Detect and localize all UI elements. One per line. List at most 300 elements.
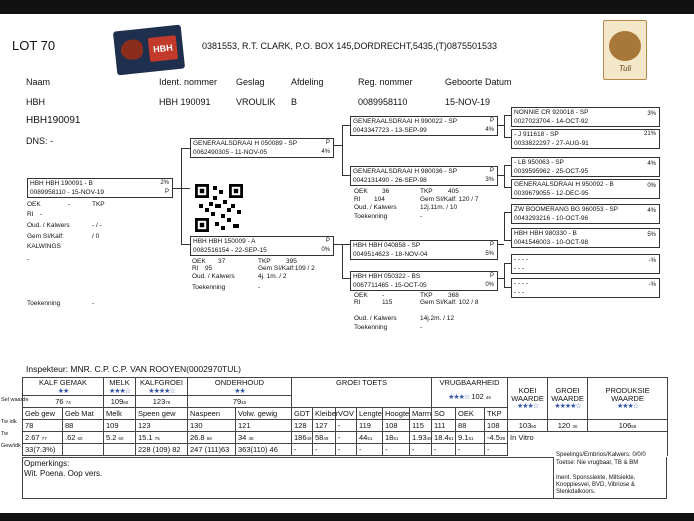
tw-idk-cell: 121 <box>236 420 292 432</box>
gen3-name: GENERAALSDRAAI H 950092 - B <box>514 181 614 188</box>
group-groei-toets-label: GROEI TOETS <box>336 378 388 387</box>
gen3-reg: 0027023704 - 14-OCT-92 <box>514 118 589 125</box>
dam-reg: 0082516154 - 22-SEP-15 <box>193 247 267 254</box>
group-koei-label: KOEI WAARDE <box>511 385 544 403</box>
tw-cell <box>23 432 63 444</box>
sire-p: P <box>325 140 330 146</box>
gen3-name: NONNIE CR 920018 - SP <box>514 109 589 116</box>
gen3-reg: - - - <box>514 289 525 296</box>
pedigree-gen3 <box>511 157 660 177</box>
tw-idk-cell: 88 <box>63 420 104 432</box>
gen3-pct: -% <box>648 258 656 264</box>
animal-dns: DNS: - <box>26 136 53 146</box>
sd-ri-label: RI <box>354 196 361 203</box>
gen3-reg: 0039679055 - 12-DEC-95 <box>514 190 589 197</box>
dam-tkp-value: 395 <box>286 258 297 265</box>
side-label-tw: Tw <box>1 431 9 437</box>
tw-cell <box>432 432 456 444</box>
tw-value: 18 <box>385 433 394 442</box>
dd-p: P <box>489 273 494 279</box>
produksie-waarde-value <box>588 420 668 432</box>
pedigree-dam-dam <box>350 271 498 291</box>
tw-value: 5.2 <box>106 433 117 442</box>
animal-name: HBH <box>26 97 46 107</box>
hbh-logo <box>113 25 185 76</box>
tw-idk-cell: 88 <box>456 420 485 432</box>
connector <box>498 244 504 245</box>
gen3-name: ZW BOOMERANG BG 960053 - SP <box>514 206 619 213</box>
tw-cell <box>336 432 357 444</box>
onderhoud-stars-icon: ★★ <box>234 388 245 395</box>
kalfgroei-stars-icon: ★★★★☆ <box>148 388 175 395</box>
pedigree-gen3 <box>511 228 660 248</box>
header-cell: Geb gew <box>23 408 63 420</box>
tw-sub: 60 <box>77 436 83 441</box>
sel-melk: 109 <box>110 397 124 406</box>
tw-sub: 49 <box>323 436 329 441</box>
gew-cell: - <box>292 444 313 456</box>
group-melk <box>104 378 136 396</box>
side-label-tw-idk: Tw idk <box>1 419 17 425</box>
kalf-gemak-stars-icon: ★★ <box>57 388 69 395</box>
tuli-logo <box>603 20 647 80</box>
gen3-pct: 4% <box>647 161 656 167</box>
header-cell: OEK <box>456 408 485 420</box>
sd-oud-label: Oud. / Kalwers <box>354 204 397 211</box>
connector <box>504 212 511 213</box>
tw-idk-cell: 123 <box>136 420 188 432</box>
dd-ri-value: 115 <box>382 299 393 306</box>
gew-cell: - <box>357 444 383 456</box>
header-cell: Lengte <box>357 408 383 420</box>
cattle-image-icon <box>609 31 641 61</box>
ds-pct: 5% <box>485 251 494 257</box>
gew-cell: - <box>383 444 410 456</box>
group-groei-label: GROEI WAARDE <box>551 385 584 403</box>
group-produksie-label: PRODUKSIE WAARDE <box>605 385 650 403</box>
sel-value-kalf <box>23 396 104 408</box>
sd-tkp-label: TKP <box>420 188 433 195</box>
gen3-name: - J 911618 - SP <box>514 131 559 138</box>
label-reg: Reg. nommer <box>358 77 413 87</box>
sd-toekenning-label: Toekenning <box>354 213 388 220</box>
sd-oud-value: 12j.11m. / 10 <box>420 204 458 211</box>
tw-sub: 51 <box>367 436 373 441</box>
dam-oud-label: Oud. / Kalwers <box>192 273 235 280</box>
label-sex: Geslag <box>236 77 265 87</box>
dd-pct: 0% <box>485 282 494 288</box>
group-vrugbaarheid <box>432 378 508 408</box>
group-onderhoud-label: ONDERHOUD <box>214 378 265 387</box>
subject-kalwings: KALWINGS <box>27 243 61 250</box>
header-cell: Marm <box>410 408 432 420</box>
dd-tkp-label: TKP <box>420 292 433 299</box>
tw-cell <box>63 432 104 444</box>
dam-oek-label: OEK <box>192 258 206 265</box>
dd-oud-label: Oud. / Kalwers <box>354 315 397 322</box>
tw-idk-cell: 111 <box>432 420 456 432</box>
header-cell: Speen gew <box>136 408 188 420</box>
header-cell: VOV <box>336 408 357 420</box>
groei-waarde-value <box>548 420 588 432</box>
header-cell: Melk <box>104 408 136 420</box>
gen3-reg: 0043293216 - 10-OCT-96 <box>514 215 589 222</box>
dam-toekenning-label: Toekenning <box>192 284 226 291</box>
tw-value: 18.4 <box>434 433 449 442</box>
pedigree-gen3 <box>511 107 660 127</box>
connector <box>334 244 342 245</box>
dam-p: P <box>325 238 330 244</box>
animal-reg: 0089958110 <box>358 97 408 107</box>
dd-oek-label: OEK <box>354 292 368 299</box>
gew-cell <box>63 444 104 456</box>
label-dept: Afdeling <box>291 77 324 87</box>
cow-head-icon <box>120 39 144 61</box>
subject-oek-value: - <box>68 201 71 208</box>
remarks-title: Opmerkings: <box>24 459 70 468</box>
tw-value: .62 <box>65 433 76 442</box>
header-cell: Geb Mat <box>63 408 104 420</box>
gen3-pct: 5% <box>647 232 656 238</box>
tw-value: -4.5 <box>487 433 500 442</box>
sd-name: GENERAALSDRAAI H 980036 - SP <box>353 168 458 175</box>
sd-p: P <box>489 168 494 174</box>
tw-idk-cell: 109 <box>104 420 136 432</box>
tw-value: 186 <box>294 433 307 442</box>
pedigree-dam <box>190 236 334 256</box>
sel-kalf: 76 <box>55 397 64 406</box>
gew-cell: 363(110) 46 <box>236 444 292 456</box>
ss-name: GENERAALSDRAAI H 990022 - SP <box>353 118 458 125</box>
groei-stars-icon: ★★★★☆ <box>554 402 581 410</box>
speling-info: Speelings/Embrios/Kalwers: 0/0/0 <box>556 452 646 458</box>
subject-name: HBH HBH 190091 - B <box>30 180 93 187</box>
subject-pct: 2% <box>160 180 169 186</box>
connector <box>342 175 350 176</box>
tw-sub: 51 <box>393 436 399 441</box>
tw-cell <box>383 432 410 444</box>
group-onderhoud <box>188 378 292 396</box>
tw-idk-cell: 128 <box>292 420 313 432</box>
dd-oek-value: - <box>382 292 385 299</box>
connector <box>342 278 350 279</box>
dd-toekenning-value: - <box>420 324 423 331</box>
tw-idk-cell: 119 <box>357 420 383 432</box>
group-vrugbaarheid-label: VRUGBAARHEID <box>439 378 500 387</box>
toetse-info: Toetse: Nie vrugbaar, TB & BM <box>556 460 639 466</box>
group-koei-waarde <box>508 378 548 420</box>
subject-gem-value: / 0 <box>92 233 100 240</box>
dam-oek-value: 37 <box>218 258 226 265</box>
connector <box>334 145 342 146</box>
subject-reg: 0089958110 - 15-NOV-19 <box>30 189 104 196</box>
subject-oud-value: - / - <box>92 222 102 229</box>
gen3-pct: -% <box>648 282 656 288</box>
tw-idk-cell: - <box>336 420 357 432</box>
animal-id-big: HBH190091 <box>26 115 81 126</box>
gew-cell: 33(7.3%) <box>23 444 63 456</box>
sel-kalfgroei: 123 <box>152 397 166 406</box>
lot-number: LOT 70 <box>12 38 56 53</box>
subject-oek-label: OEK <box>27 201 41 208</box>
tw-sub: 39 <box>499 436 505 441</box>
inspector: Inspekteur: MNR. C.P. C.P. VAN ROOYEN(0002970TUL) <box>26 364 241 374</box>
koei-value: 103 <box>518 421 532 430</box>
side-label-sel-waarde: Sel waarde <box>1 397 29 403</box>
koei-stars-icon: ★★★☆ <box>516 402 539 410</box>
melk-stars-icon: ★★★☆ <box>108 388 131 395</box>
label-name: Naam <box>26 77 51 87</box>
dd-ri-label: RI <box>354 299 361 306</box>
gen3-name: HBH HBH 980330 - B <box>514 230 577 237</box>
pedigree-gen3 <box>511 254 660 274</box>
connector <box>504 263 505 287</box>
gew-cell: - <box>485 444 508 456</box>
tw-idk-cell: 108 <box>485 420 508 432</box>
tw-sub: 51 <box>468 436 474 441</box>
sel-value-kalfgroei <box>136 396 188 408</box>
koei-waarde-value <box>508 420 548 432</box>
produksie-stars-icon: ★★★☆ <box>616 402 639 410</box>
tw-value: 34 <box>238 433 247 442</box>
prod-sub: 58 <box>631 424 637 429</box>
qr-code-icon <box>195 184 243 232</box>
connector <box>504 187 511 188</box>
connector <box>181 244 190 245</box>
tw-value: 58 <box>315 433 324 442</box>
ds-p: P <box>489 242 494 248</box>
tw-value: 26.8 <box>190 433 205 442</box>
header-cell: Kleiber <box>313 408 336 420</box>
sd-tkp-value: 405 <box>448 188 459 195</box>
pedigree-sire-dam <box>350 166 498 186</box>
connector <box>181 148 190 149</box>
sd-ri-value: 104 <box>374 196 385 203</box>
header-cell: TKP <box>485 408 508 420</box>
group-kalfgroei-label: KALFGROEI <box>140 378 183 387</box>
tw-cell <box>236 432 292 444</box>
tw-value: 2.67 <box>25 433 40 442</box>
tw-cell <box>136 432 188 444</box>
vrugbaarheid-value: 102 <box>471 392 484 401</box>
gew-cell: - <box>456 444 485 456</box>
gen3-reg: - - - <box>514 265 525 272</box>
dam-pct: 0% <box>321 247 330 253</box>
side-label-gew-idk: Gew/idk <box>1 443 21 449</box>
tw-cell <box>456 432 485 444</box>
dd-oud-value: 14j.2m. / 12 <box>420 315 454 322</box>
gen3-name: - LB 950063 - SP <box>514 159 564 166</box>
tw-idk-cell: 115 <box>410 420 432 432</box>
group-groei-toets <box>292 378 432 408</box>
group-groei-waarde <box>548 378 588 420</box>
info-box <box>553 452 667 499</box>
connector <box>504 212 505 240</box>
dam-tkp-label: TKP <box>258 258 271 265</box>
vrugbaarheid-stars-icon: ★★★☆ <box>448 394 470 401</box>
gen3-reg: 0039595962 - 25-OCT-95 <box>514 168 589 175</box>
connector <box>342 125 343 175</box>
gen3-pct: 0% <box>647 183 656 189</box>
dd-name: HBH HBH 050322 - BS <box>353 273 421 280</box>
connector <box>181 148 182 244</box>
sd-toekenning-value: - <box>420 213 423 220</box>
dd-toekenning-label: Toekenning <box>354 324 388 331</box>
gen3-reg: 0033822297 - 27-AUG-91 <box>514 140 589 147</box>
ss-p: P <box>489 118 494 124</box>
gew-cell: - <box>336 444 357 456</box>
connector <box>504 287 511 288</box>
gew-cell: - <box>432 444 456 456</box>
dam-ri-label: RI <box>192 265 199 272</box>
sel-onderhoud-sub: 45 <box>241 400 247 405</box>
subject-ri-value: - <box>40 211 43 218</box>
tuli-logo-text: Tuli <box>618 64 632 73</box>
gew-cell: - <box>313 444 336 456</box>
tw-cell <box>357 432 383 444</box>
group-kalf-gemak <box>23 378 104 396</box>
dd-gem: Gem SI/Kalf: 102 / 8 <box>420 299 479 306</box>
remarks-box <box>22 457 554 499</box>
sel-kalfgroei-sub: 75 <box>165 400 171 405</box>
prod-value: 106 <box>618 421 632 430</box>
gew-cell: - <box>410 444 432 456</box>
sd-oek-value: 36 <box>382 188 390 195</box>
tw-cell <box>410 432 432 444</box>
tw-idk-cell: 130 <box>188 420 236 432</box>
label-birth: Geboorte Datum <box>445 77 512 87</box>
header-cell: Volw. gewig <box>236 408 292 420</box>
tw-value: 15.1 <box>138 433 153 442</box>
tw-sub: 60 <box>118 436 124 441</box>
connector <box>342 125 350 126</box>
tw-sub: 77 <box>41 436 47 441</box>
tw-cell <box>104 432 136 444</box>
breeder-info: 0381553, R.T. CLARK, P.O. BOX 145,DORDRECHT,5435,(T)0875501533 <box>202 41 497 51</box>
label-ident: Ident. nommer <box>159 77 218 87</box>
pedigree-gen3 <box>511 179 660 199</box>
subject-ri-label: RI <box>27 211 34 218</box>
tw-sub: 69 <box>206 436 212 441</box>
performance-table <box>22 377 668 456</box>
sd-pct: 3% <box>485 177 494 183</box>
dam-oud-value: 4j. 1m. / 2 <box>258 273 287 280</box>
ss-reg: 0043347723 - 13-SEP-99 <box>353 127 427 134</box>
tw-cell <box>485 432 508 444</box>
tw-value: 9.1 <box>458 433 469 442</box>
tw-idk-cell: 127 <box>313 420 336 432</box>
groei-value: 120 <box>557 421 571 430</box>
gen3-pct: 4% <box>647 208 656 214</box>
tw-idk-cell: 108 <box>383 420 410 432</box>
group-melk-label: MELK <box>109 378 130 387</box>
tw-sub: 45 <box>248 436 254 441</box>
dam-ri-value: 95 <box>205 265 213 272</box>
ds-name: HBH HBH 040858 - SP <box>353 242 421 249</box>
subject-gem-label: Gem SI/Kalf: <box>27 233 64 240</box>
sel-kalf-sub: 74 <box>65 400 71 405</box>
connector <box>504 165 505 187</box>
dam-name: HBH HBH 150009 - A <box>193 238 256 245</box>
dam-toekenning-value: - <box>258 284 261 291</box>
header-cell: SO <box>432 408 456 420</box>
connector <box>504 115 505 137</box>
sd-oek-label: OEK <box>354 188 368 195</box>
connector <box>504 165 511 166</box>
vrugbaarheid-sub: 45 <box>485 395 491 400</box>
subject-p: P <box>164 189 169 195</box>
header-cell: Hoogte <box>383 408 410 420</box>
connector <box>342 244 350 245</box>
dd-reg: 0067711465 - 15-OCT-05 <box>353 282 427 289</box>
gen3-name: - - - - <box>514 256 529 263</box>
header-cell: GDT <box>292 408 313 420</box>
pedigree-gen3 <box>511 278 660 298</box>
sire-name: GENERAALSDRAAI H 050089 - SP <box>193 140 298 147</box>
inent-info: Inent. Sponssiekte, Miltsiekte, Knoppiesvel, BVD, Vibriose & Slenkdalkoors. <box>556 475 636 495</box>
connector <box>504 263 511 264</box>
hbh-logo-text: HBH <box>148 35 178 62</box>
tw-sub: 75 <box>154 436 160 441</box>
gew-cell: 228 (109) 82 <box>136 444 188 456</box>
pedigree-sire-sire <box>350 116 498 136</box>
subject-dash: - <box>27 256 30 263</box>
pedigree-gen3 <box>511 204 660 224</box>
ss-pct: 4% <box>485 127 494 133</box>
tw-value: - <box>338 433 341 442</box>
subject-toekenning-label: Toekenning <box>27 300 61 307</box>
pedigree-dam-sire <box>350 240 498 260</box>
tw-sub: 51 <box>448 436 454 441</box>
tw-idk-cell: 78 <box>23 420 63 432</box>
sd-gem: Gem SI/Kalf: 120 / 7 <box>420 196 479 203</box>
in-vitro: In Vitro <box>508 432 668 444</box>
pedigree-gen3 <box>511 129 660 149</box>
animal-ident: HBH 190091 <box>159 97 211 107</box>
group-kalfgroei <box>136 378 188 396</box>
subject-tkp-label: TKP <box>92 201 105 208</box>
gen3-pct: 3% <box>647 111 656 117</box>
sire-pct: 4% <box>321 149 330 155</box>
sd-reg: 0042131490 - 26-SEP-98 <box>353 177 427 184</box>
tw-cell <box>292 432 313 444</box>
koei-sub: 60 <box>531 424 537 429</box>
gen3-name: - - - - <box>514 280 529 287</box>
tw-sub: 49 <box>306 436 312 441</box>
header-cell: Naspeen <box>188 408 236 420</box>
connector <box>504 240 511 241</box>
tw-cell <box>313 432 336 444</box>
pedigree-subject <box>27 178 173 198</box>
dd-tkp-value: 368 <box>448 292 459 299</box>
group-produksie-waarde <box>588 378 668 420</box>
gew-cell <box>104 444 136 456</box>
sel-melk-sub: 60 <box>123 400 129 405</box>
sel-onderhoud: 79 <box>232 397 242 406</box>
tw-sub: 49 <box>426 436 432 441</box>
animal-birth: 15-NOV-19 <box>445 97 491 107</box>
ds-reg: 0049514623 - 18-NOV-04 <box>353 251 428 258</box>
subject-toekenning-value: - <box>92 300 95 307</box>
gew-cell: 247 (111)63 <box>188 444 236 456</box>
tw-cell <box>188 432 236 444</box>
group-kalf-gemak-label: KALF GEMAK <box>39 378 87 387</box>
pedigree-sire <box>190 138 334 158</box>
tw-value: 1.93 <box>412 433 427 442</box>
sire-reg: 0062490305 - 11-NOV-05 <box>193 149 267 156</box>
subject-oud-label: Oud. / Kalwers <box>27 222 70 229</box>
tw-value: 44 <box>359 433 368 442</box>
